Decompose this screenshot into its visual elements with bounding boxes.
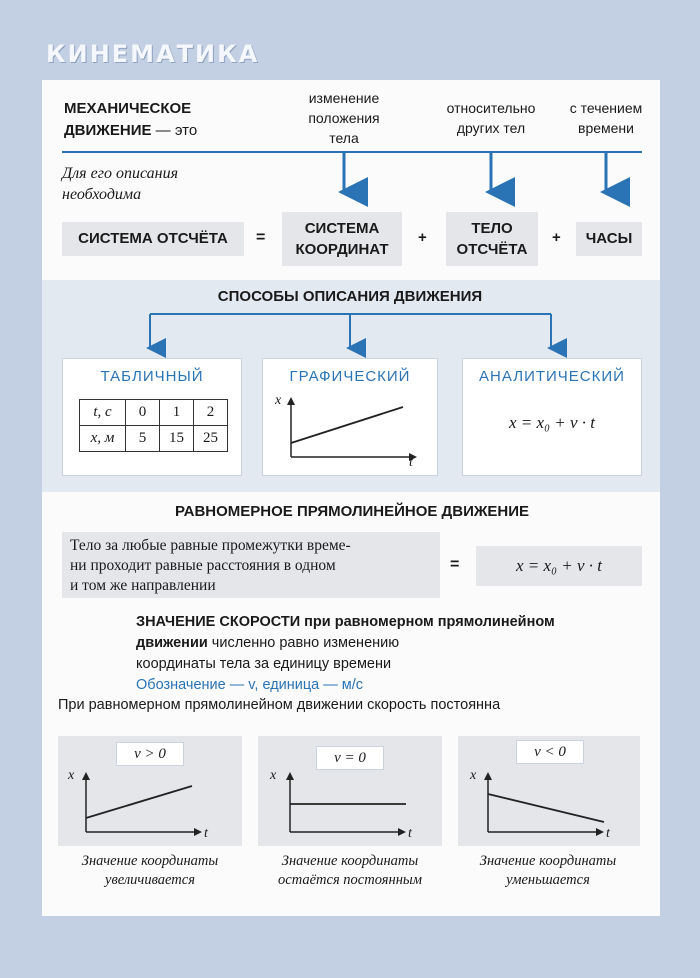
mech-note-line2: необходима: [62, 186, 142, 203]
graph-positive-plot: [58, 736, 242, 846]
table-cell: 25: [194, 426, 228, 452]
mech-note-line1: Для его описания: [62, 165, 178, 182]
speed-bold1: ЗНАЧЕНИЕ СКОРОСТИ: [136, 614, 301, 630]
table-row: [80, 400, 228, 426]
clock-box: ЧАСЫ: [576, 222, 642, 256]
frame-eq-sign: =: [256, 229, 266, 246]
branch-other-line1: относительно: [446, 100, 536, 116]
x-axis-arrow: [194, 828, 202, 836]
branch-position-line2: положения: [308, 110, 380, 126]
caption-positive-line1: Значение координаты: [81, 853, 219, 869]
graph-negative-plot: [458, 736, 640, 846]
graphic-label: ГРАФИЧЕСКИЙ: [289, 368, 411, 385]
graph-negative-label: v < 0: [516, 740, 584, 764]
table-row: [80, 426, 228, 452]
uniform-definition-box: [62, 532, 440, 598]
coords-line1: СИСТЕМА: [304, 220, 380, 237]
table-cell: x, м: [80, 426, 126, 452]
motion-table: [79, 399, 228, 452]
caption-positive: [52, 852, 248, 890]
graph-panel-zero: [258, 736, 442, 846]
analytic-label: АНАЛИТИЧЕСКИЙ: [479, 368, 625, 385]
table-cell: 5: [126, 426, 160, 452]
body-line2: ОТСЧЁТА: [456, 241, 528, 258]
caption-positive-line2: увеличивается: [105, 872, 195, 888]
graphic-x-axis-label: x: [275, 393, 282, 408]
branch-other-line2: других тел: [456, 120, 526, 136]
x-axis-arrow: [398, 828, 406, 836]
constant-speed-statement: При равномерном прямолинейном движении скорость постоянна: [58, 697, 501, 713]
graph-negative-t-label: t: [606, 826, 610, 841]
branch-position-line3: тела: [329, 130, 359, 146]
uniform-formula-box: x = x₀ + v · t: [476, 546, 642, 586]
table-cell: 2: [194, 400, 228, 426]
methods-heading: СПОСОБЫ ОПИСАНИЯ ДВИЖЕНИЯ: [217, 288, 483, 305]
caption-zero: [250, 852, 450, 890]
branch-position: [290, 88, 398, 148]
page-title: КИНЕМАТИКА: [46, 40, 260, 68]
graph-zero-t-label: t: [408, 826, 412, 841]
frame-plus-1: +: [418, 229, 427, 246]
body-line1: ТЕЛО: [471, 220, 513, 237]
uniform-def-line1: Тело за любые равные промежутки време-: [70, 537, 351, 554]
graph-panel-negative: [458, 736, 640, 846]
uniform-eq-sign: =: [450, 556, 460, 573]
tabular-panel: [62, 358, 242, 476]
reference-body-box: [446, 212, 538, 266]
graph-panel-positive: [58, 736, 242, 846]
branch-position-line1: изменение: [308, 90, 380, 106]
speed-definition: [136, 612, 555, 696]
table-cell: 1: [160, 400, 194, 426]
frame-plus-2: +: [552, 229, 561, 246]
speed-line3: координаты тела за единицу времени: [136, 656, 392, 672]
mech-term-suffix: — это: [151, 122, 198, 139]
graph-line: [86, 786, 192, 818]
graph-zero-label: v = 0: [316, 746, 384, 770]
table-cell: 15: [160, 426, 194, 452]
caption-negative-line1: Значение координаты: [479, 853, 617, 869]
caption-zero-line1: Значение координаты: [281, 853, 419, 869]
speed-rest1: численно равно изменению: [207, 635, 400, 651]
y-axis-arrow: [287, 397, 295, 405]
mech-term-line1: МЕХАНИЧЕСКОЕ: [64, 100, 192, 117]
graph-positive-t-label: t: [204, 826, 208, 841]
speed-notation: Обозначение — v, единица — м/с: [136, 677, 364, 693]
mech-term: [64, 98, 197, 142]
graph-negative-x-label: x: [470, 768, 477, 783]
y-axis-arrow: [484, 772, 492, 780]
table-cell: 0: [126, 400, 160, 426]
coordinate-system-box: [282, 212, 402, 266]
branch-other-bodies: [430, 98, 552, 138]
caption-negative-line2: уменьшается: [506, 872, 590, 888]
branch-time: [558, 98, 654, 138]
graphic-panel: [262, 358, 438, 476]
reference-system-box: СИСТЕМА ОТСЧЁТА: [62, 222, 244, 256]
tabular-label: ТАБЛИЧНЫЙ: [100, 368, 204, 385]
speed-bold2: при равномерном прямолинейном: [300, 614, 555, 630]
mech-term-line2: ДВИЖЕНИЕ: [64, 122, 152, 139]
table-cell: t, c: [80, 400, 126, 426]
graph-line: [291, 407, 403, 443]
graph-zero-x-label: x: [270, 768, 277, 783]
branch-time-line1: с течением: [569, 100, 643, 116]
branch-time-line2: времени: [578, 120, 634, 136]
y-axis-arrow: [82, 772, 90, 780]
uniform-heading: РАВНОМЕРНОЕ ПРЯМОЛИНЕЙНОЕ ДВИЖЕНИЕ: [174, 503, 530, 520]
graph-line: [488, 794, 604, 822]
graphic-t-axis-label: t: [409, 455, 413, 470]
graph-positive-label: v > 0: [116, 742, 184, 766]
graph-zero-plot: [258, 736, 442, 846]
coords-line2: КООРДИНАТ: [295, 241, 389, 258]
mech-note: [62, 163, 178, 205]
analytic-panel: [462, 358, 642, 476]
speed-bold3: движении: [136, 635, 208, 651]
graph-positive-x-label: x: [68, 768, 75, 783]
analytic-formula: x = x₀ + v · t: [509, 413, 595, 432]
y-axis-arrow: [286, 772, 294, 780]
caption-zero-line2: остаётся постоянным: [278, 872, 422, 888]
caption-negative: [450, 852, 646, 890]
x-axis-arrow: [596, 828, 604, 836]
uniform-def-line3: и том же направлении: [70, 577, 216, 594]
uniform-def-line2: ни проходит равные расстояния в одном: [70, 557, 336, 574]
